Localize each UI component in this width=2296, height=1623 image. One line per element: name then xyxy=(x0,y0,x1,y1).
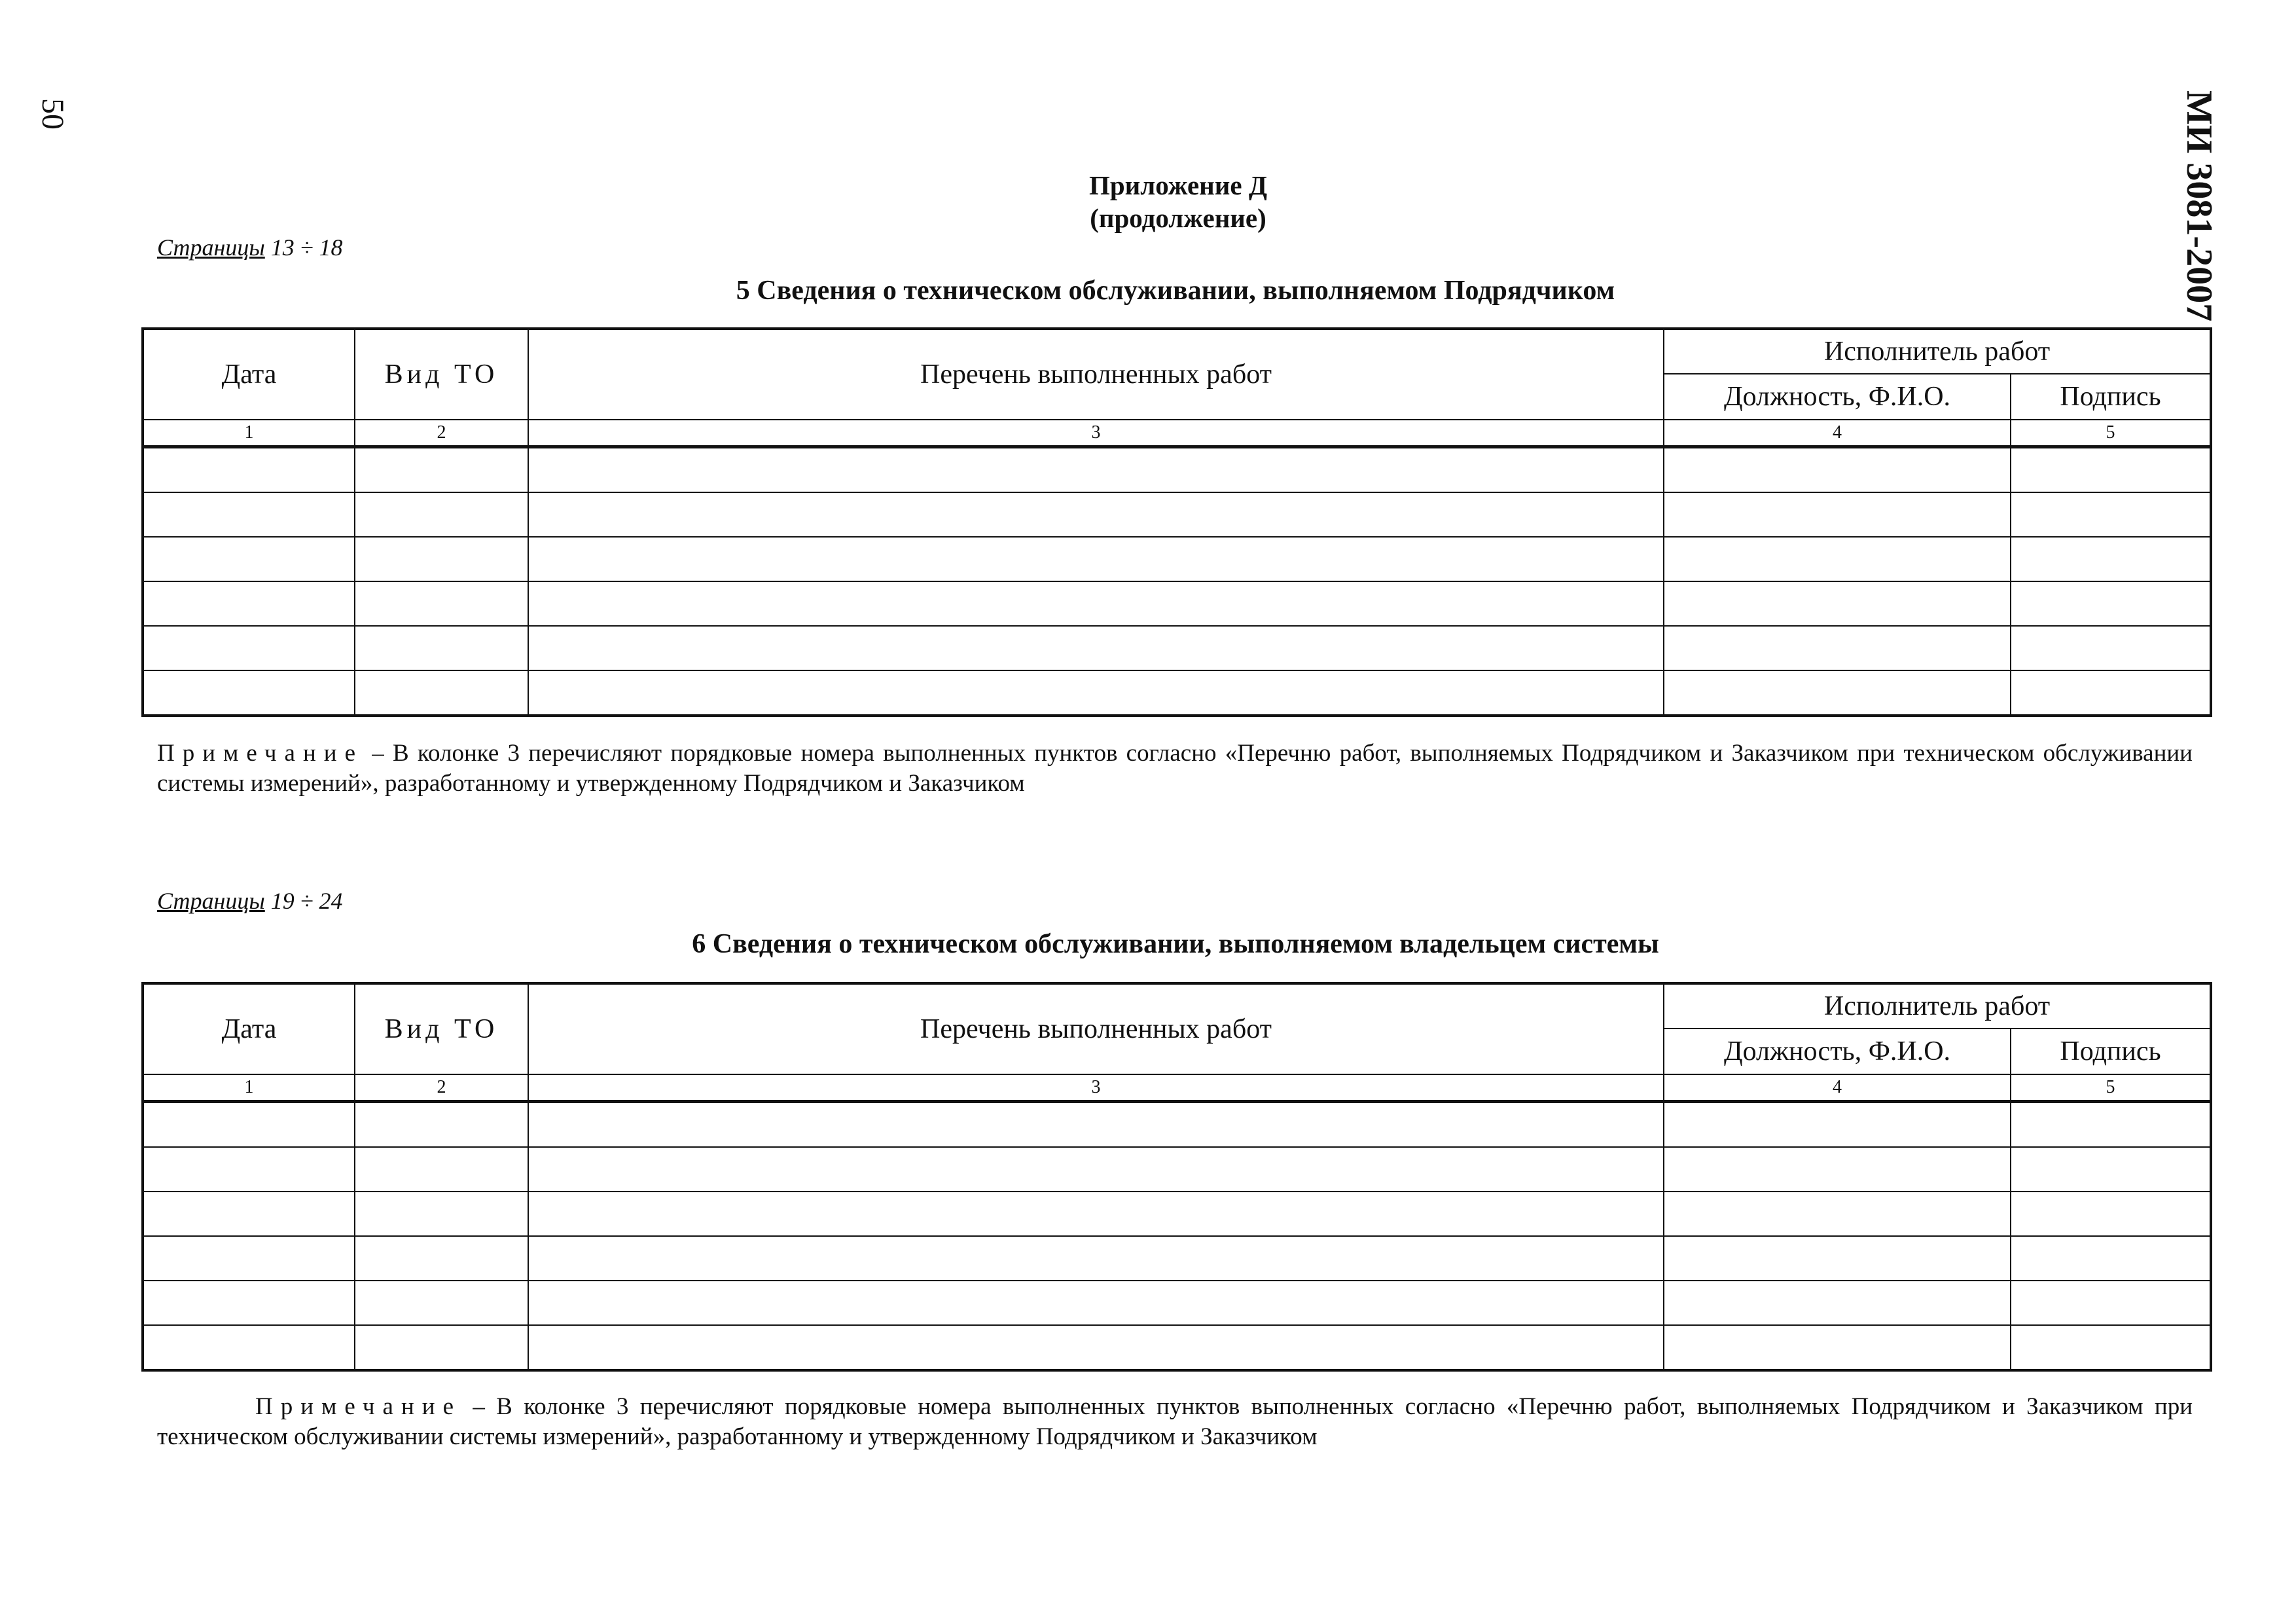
table-cell[interactable] xyxy=(143,1102,355,1148)
note-text: – В колонке 3 перечисляют порядковые номера выполненных пунктов согласно «Перечню работ, выполняемых Подрядчиком и Заказчиком при техническом обслуживании системы измерений», разработанному и утвержденному Подрядчиком и Заказчиком xyxy=(157,740,2193,797)
table-row xyxy=(143,1236,2211,1281)
maintenance-table xyxy=(141,327,2212,717)
table-cell[interactable] xyxy=(528,581,1664,626)
table-cell[interactable] xyxy=(1664,1236,2011,1281)
table-cell[interactable] xyxy=(2011,626,2211,670)
table-cell[interactable] xyxy=(143,447,355,493)
table-row xyxy=(143,447,2211,493)
table-cell[interactable] xyxy=(528,1325,1664,1370)
table-cell[interactable] xyxy=(1664,1102,2011,1148)
header-date: Дата xyxy=(143,329,355,420)
table-cell[interactable] xyxy=(528,1147,1664,1192)
header-executor: Исполнитель работ xyxy=(1664,329,2211,374)
table-cell[interactable] xyxy=(355,626,528,670)
column-number: 1 xyxy=(143,1074,355,1102)
table-cell[interactable] xyxy=(1664,1281,2011,1325)
table-cell[interactable] xyxy=(2011,670,2211,716)
table-note xyxy=(157,1392,2193,1452)
table-cell[interactable] xyxy=(528,670,1664,716)
appendix-heading xyxy=(851,169,1505,234)
header-date: Дата xyxy=(143,983,355,1074)
table-cell[interactable] xyxy=(2011,1102,2211,1148)
pages-label: Страницы xyxy=(157,234,265,261)
column-number: 2 xyxy=(355,1074,528,1102)
header-works: Перечень выполненных работ xyxy=(528,983,1664,1074)
table-cell[interactable] xyxy=(355,492,528,537)
header-works: Перечень выполненных работ xyxy=(528,329,1664,420)
table-cell[interactable] xyxy=(1664,626,2011,670)
header-executor: Исполнитель работ xyxy=(1664,983,2211,1029)
header-position: Должность, Ф.И.О. xyxy=(1664,1029,2011,1074)
table-cell[interactable] xyxy=(2011,1192,2211,1236)
table-cell[interactable] xyxy=(143,492,355,537)
table-cell[interactable] xyxy=(355,581,528,626)
table-cell[interactable] xyxy=(355,537,528,581)
table-cell[interactable] xyxy=(1664,670,2011,716)
table-cell[interactable] xyxy=(355,447,528,493)
table-cell[interactable] xyxy=(528,492,1664,537)
appendix-subtitle: (продолжение) xyxy=(1090,203,1266,233)
table-row xyxy=(143,492,2211,537)
column-number: 5 xyxy=(2011,420,2211,447)
table-cell[interactable] xyxy=(355,1325,528,1370)
column-number: 3 xyxy=(528,420,1664,447)
table-cell[interactable] xyxy=(2011,447,2211,493)
table-cell[interactable] xyxy=(143,537,355,581)
table-cell[interactable] xyxy=(528,1281,1664,1325)
table-cell[interactable] xyxy=(355,670,528,716)
column-number: 4 xyxy=(1664,1074,2011,1102)
table-cell[interactable] xyxy=(1664,1325,2011,1370)
document-code: МИ 3081-2007 xyxy=(2179,90,2219,322)
table-cell[interactable] xyxy=(143,1281,355,1325)
page-number: 50 xyxy=(35,98,70,130)
table-cell[interactable] xyxy=(143,581,355,626)
note-label: Примечание xyxy=(255,1393,461,1420)
table-cell[interactable] xyxy=(1664,492,2011,537)
table-cell[interactable] xyxy=(2011,537,2211,581)
appendix-title: Приложение Д xyxy=(1088,170,1268,200)
table-cell[interactable] xyxy=(355,1102,528,1148)
table-row xyxy=(143,1102,2211,1148)
table-cell[interactable] xyxy=(355,1281,528,1325)
table-cell[interactable] xyxy=(528,537,1664,581)
column-number: 2 xyxy=(355,420,528,447)
table-row xyxy=(143,626,2211,670)
pages-label: Страницы xyxy=(157,888,265,914)
note-text: – В колонке 3 перечисляют порядковые номера выполненных пунктов выполненных согласно «Перечню работ, выполняемых Подрядчиком и Заказчиком при техническом обслуживании системы измерений», разработанному и утвержденному Подрядчиком и Заказчиком xyxy=(157,1393,2193,1450)
table-cell[interactable] xyxy=(2011,492,2211,537)
header-type: Вид ТО xyxy=(355,983,528,1074)
table-cell[interactable] xyxy=(355,1236,528,1281)
pages-reference xyxy=(157,234,343,261)
table-cell[interactable] xyxy=(2011,1281,2211,1325)
table-cell[interactable] xyxy=(355,1192,528,1236)
table-cell[interactable] xyxy=(2011,1236,2211,1281)
section-title: 5 Сведения о техническом обслуживании, выполняемом Подрядчиком xyxy=(736,276,1615,306)
table-cell[interactable] xyxy=(528,626,1664,670)
maintenance-table xyxy=(141,982,2212,1372)
table-cell[interactable] xyxy=(1664,1147,2011,1192)
table-cell[interactable] xyxy=(528,1102,1664,1148)
table-cell[interactable] xyxy=(2011,1147,2211,1192)
pages-range: 13 ÷ 18 xyxy=(270,234,343,261)
table-cell[interactable] xyxy=(143,626,355,670)
column-number: 3 xyxy=(528,1074,1664,1102)
table-row xyxy=(143,537,2211,581)
note-label: Примечание xyxy=(157,740,363,767)
table-row xyxy=(143,1147,2211,1192)
table-cell[interactable] xyxy=(1664,447,2011,493)
table-cell[interactable] xyxy=(1664,1192,2011,1236)
pages-reference xyxy=(157,887,343,915)
table-row xyxy=(143,1192,2211,1236)
table-cell[interactable] xyxy=(528,1236,1664,1281)
section-title: 6 Сведения о техническом обслуживании, выполняемом владельцем системы xyxy=(692,929,1659,959)
table-cell[interactable] xyxy=(143,670,355,716)
table-cell[interactable] xyxy=(1664,537,2011,581)
column-number: 5 xyxy=(2011,1074,2211,1102)
table-cell[interactable] xyxy=(528,447,1664,493)
table-cell[interactable] xyxy=(143,1325,355,1370)
header-signature: Подпись xyxy=(2011,1029,2211,1074)
header-position: Должность, Ф.И.О. xyxy=(1664,374,2011,420)
header-signature: Подпись xyxy=(2011,374,2211,420)
column-number: 4 xyxy=(1664,420,2011,447)
table-note xyxy=(157,739,2193,799)
table-row xyxy=(143,581,2211,626)
table-row xyxy=(143,670,2211,716)
table-cell[interactable] xyxy=(355,1147,528,1192)
table-cell[interactable] xyxy=(143,1236,355,1281)
table-cell[interactable] xyxy=(528,1192,1664,1236)
table-cell[interactable] xyxy=(143,1192,355,1236)
table-cell[interactable] xyxy=(143,1147,355,1192)
table-cell[interactable] xyxy=(1664,581,2011,626)
column-number: 1 xyxy=(143,420,355,447)
table-cell[interactable] xyxy=(2011,581,2211,626)
pages-range: 19 ÷ 24 xyxy=(270,888,343,914)
table-row xyxy=(143,1325,2211,1370)
header-type: Вид ТО xyxy=(355,329,528,420)
table-row xyxy=(143,1281,2211,1325)
table-cell[interactable] xyxy=(2011,1325,2211,1370)
